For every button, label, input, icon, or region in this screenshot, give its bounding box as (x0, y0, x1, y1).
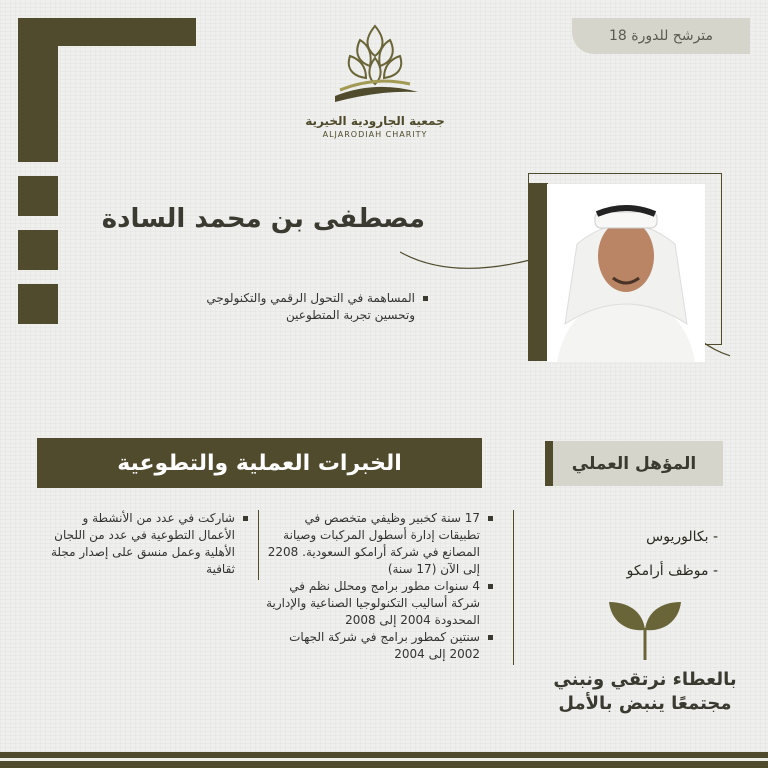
wheat-leaf-icon (320, 18, 430, 108)
frame-left-bar (18, 18, 58, 162)
work-item-text: سنتين كمطور برامج في شركة الجهات 2002 إلى 2004 (289, 630, 480, 661)
volunteer-item-text: شاركت في عدد من الأنشطة و الأعمال التطوعية في عدد من اللجان الأهلية وعمل منسق على إصدار مجلة ثقافية (50, 511, 235, 576)
bio-text: المساهمة في التحول الرقمي والتكنولوجي وتحسين تجربة المتطوعين (206, 291, 415, 322)
list-item (263, 578, 493, 629)
qualification-header (545, 441, 723, 486)
work-item-text: 4 سنوات مطور برامج ومحلل نظم في شركة أساليب التكنولوجيا الصناعية والإدارية المحدودة 2004 إلى 2008 (266, 579, 480, 627)
divider-mid (258, 510, 259, 580)
bullet-icon (488, 584, 493, 589)
list-item (263, 510, 493, 578)
logo-arabic-text: جمعية الجارودية الخيرية (305, 114, 445, 128)
qualification-title: المؤهل العملي (571, 453, 697, 474)
portrait-image (547, 184, 705, 362)
footer-bar (0, 752, 768, 768)
qualification-item: - موظف أرامكو (626, 563, 718, 579)
photo-side-bar (528, 183, 548, 361)
logo-english-text: ALJARODIAH CHARITY (322, 130, 428, 139)
experience-header (37, 438, 482, 488)
work-item-text: 17 سنة كخبير وظيفي متخصص في تطبيقات إدارة أسطول المركبات وصيانة المصانع في شركة أرامكو السعودية. 2208 إلى الآن (17 سنة) (267, 511, 480, 576)
motto (540, 668, 750, 716)
work-experience-list (263, 510, 493, 663)
qualification-accent-bar (545, 441, 553, 486)
bullet-icon (243, 516, 248, 521)
motto-line-2: مجتمعًا ينبض بالأمل (558, 693, 732, 714)
frame-square-2 (18, 230, 58, 270)
list-item (263, 629, 493, 663)
bullet-icon (423, 296, 428, 301)
charity-logo (300, 18, 450, 153)
candidate-photo (547, 184, 705, 362)
candidate-badge (572, 18, 750, 54)
bullet-icon (488, 516, 493, 521)
sprout-icon (605, 598, 685, 663)
frame-square-3 (18, 284, 58, 324)
candidate-name: مصطفى بن محمد السادة (101, 204, 425, 234)
bullet-icon (488, 635, 493, 640)
qualification-list (568, 520, 718, 588)
frame-square-1 (18, 176, 58, 216)
volunteer-list (48, 510, 248, 578)
motto-line-1: بالعطاء نرتقي ونبني (553, 669, 737, 690)
list-item (48, 510, 248, 578)
candidate-label: مترشح للدورة 18 (608, 28, 714, 44)
qualification-item: - بكالوريوس (646, 529, 718, 545)
divider-right (513, 510, 514, 665)
experience-title: الخبرات العملية والتطوعية (117, 450, 402, 476)
bio-item (178, 290, 428, 324)
